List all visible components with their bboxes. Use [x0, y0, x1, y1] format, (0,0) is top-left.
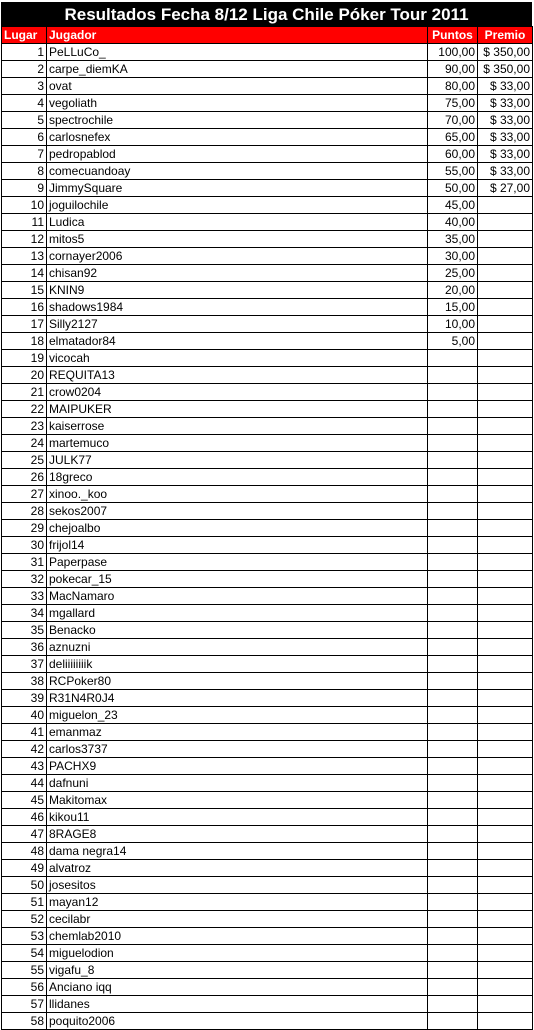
- cell-lugar: 22: [2, 401, 47, 418]
- cell-jugador: vicocah: [47, 350, 428, 367]
- cell-puntos: [428, 860, 478, 877]
- table-row: [2, 945, 533, 962]
- cell-puntos: 25,00: [428, 265, 478, 282]
- cell-lugar: 50: [2, 877, 47, 894]
- cell-jugador: JULK77: [47, 452, 428, 469]
- cell-puntos: [428, 741, 478, 758]
- cell-puntos: [428, 401, 478, 418]
- results-body: [2, 44, 533, 1030]
- cell-premio: [478, 418, 533, 435]
- table-row: [2, 639, 533, 656]
- cell-premio: [478, 401, 533, 418]
- cell-jugador: pedropablod: [47, 146, 428, 163]
- cell-lugar: 55: [2, 962, 47, 979]
- cell-premio: [478, 877, 533, 894]
- cell-premio: [478, 894, 533, 911]
- cell-lugar: 17: [2, 316, 47, 333]
- table-row: [2, 197, 533, 214]
- table-row: [2, 673, 533, 690]
- cell-puntos: 5,00: [428, 333, 478, 350]
- table-row: [2, 435, 533, 452]
- cell-jugador: 8RAGE8: [47, 826, 428, 843]
- table-row: [2, 95, 533, 112]
- cell-jugador: aznuzni: [47, 639, 428, 656]
- cell-jugador: carpe_diemKA: [47, 61, 428, 78]
- cell-jugador: carlosnefex: [47, 129, 428, 146]
- table-row: [2, 248, 533, 265]
- cell-lugar: 18: [2, 333, 47, 350]
- table-row: [2, 299, 533, 316]
- cell-lugar: 15: [2, 282, 47, 299]
- cell-premio: [478, 214, 533, 231]
- cell-puntos: 90,00: [428, 61, 478, 78]
- cell-jugador: Ludica: [47, 214, 428, 231]
- cell-lugar: 1: [2, 44, 47, 61]
- cell-jugador: llidanes: [47, 996, 428, 1013]
- table-row: [2, 554, 533, 571]
- cell-jugador: kikou11: [47, 809, 428, 826]
- cell-puntos: [428, 418, 478, 435]
- table-row: [2, 656, 533, 673]
- cell-puntos: [428, 554, 478, 571]
- cell-puntos: [428, 350, 478, 367]
- cell-lugar: 45: [2, 792, 47, 809]
- cell-jugador: cornayer2006: [47, 248, 428, 265]
- cell-jugador: mayan12: [47, 894, 428, 911]
- cell-lugar: 40: [2, 707, 47, 724]
- table-row: [2, 401, 533, 418]
- table-row: [2, 979, 533, 996]
- cell-lugar: 41: [2, 724, 47, 741]
- cell-premio: $ 350,00: [478, 61, 533, 78]
- cell-jugador: carlos3737: [47, 741, 428, 758]
- cell-jugador: KNIN9: [47, 282, 428, 299]
- cell-premio: [478, 384, 533, 401]
- cell-lugar: 26: [2, 469, 47, 486]
- cell-jugador: crow0204: [47, 384, 428, 401]
- cell-premio: [478, 452, 533, 469]
- cell-jugador: Makitomax: [47, 792, 428, 809]
- cell-jugador: chejoalbo: [47, 520, 428, 537]
- cell-lugar: 19: [2, 350, 47, 367]
- cell-jugador: spectrochile: [47, 112, 428, 129]
- cell-premio: [478, 333, 533, 350]
- cell-lugar: 34: [2, 605, 47, 622]
- cell-puntos: [428, 656, 478, 673]
- cell-premio: $ 33,00: [478, 163, 533, 180]
- cell-jugador: mgallard: [47, 605, 428, 622]
- sheet-title: Resultados Fecha 8/12 Liga Chile Póker Tour 2011: [1, 2, 532, 26]
- table-row: [2, 911, 533, 928]
- cell-puntos: [428, 588, 478, 605]
- cell-lugar: 13: [2, 248, 47, 265]
- cell-lugar: 53: [2, 928, 47, 945]
- cell-jugador: shadows1984: [47, 299, 428, 316]
- cell-lugar: 16: [2, 299, 47, 316]
- cell-puntos: [428, 843, 478, 860]
- cell-premio: [478, 588, 533, 605]
- cell-premio: [478, 673, 533, 690]
- cell-premio: $ 350,00: [478, 44, 533, 61]
- cell-premio: [478, 690, 533, 707]
- cell-puntos: [428, 384, 478, 401]
- cell-premio: [478, 486, 533, 503]
- table-row: [2, 231, 533, 248]
- cell-puntos: [428, 673, 478, 690]
- cell-puntos: 80,00: [428, 78, 478, 95]
- cell-jugador: 18greco: [47, 469, 428, 486]
- cell-jugador: miguelon_23: [47, 707, 428, 724]
- cell-puntos: [428, 571, 478, 588]
- cell-puntos: [428, 537, 478, 554]
- cell-puntos: 55,00: [428, 163, 478, 180]
- cell-puntos: 15,00: [428, 299, 478, 316]
- cell-puntos: [428, 928, 478, 945]
- cell-puntos: [428, 775, 478, 792]
- cell-lugar: 12: [2, 231, 47, 248]
- cell-premio: [478, 758, 533, 775]
- table-row: [2, 112, 533, 129]
- cell-premio: [478, 911, 533, 928]
- table-row: [2, 282, 533, 299]
- cell-premio: $ 27,00: [478, 180, 533, 197]
- cell-premio: [478, 197, 533, 214]
- table-row: [2, 758, 533, 775]
- cell-jugador: JimmySquare: [47, 180, 428, 197]
- cell-premio: [478, 928, 533, 945]
- table-row: [2, 707, 533, 724]
- cell-premio: [478, 605, 533, 622]
- cell-lugar: 2: [2, 61, 47, 78]
- cell-premio: [478, 435, 533, 452]
- cell-premio: [478, 299, 533, 316]
- table-row: [2, 78, 533, 95]
- cell-lugar: 23: [2, 418, 47, 435]
- cell-premio: [478, 554, 533, 571]
- cell-jugador: MAIPUKER: [47, 401, 428, 418]
- table-row: [2, 214, 533, 231]
- cell-jugador: cecilabr: [47, 911, 428, 928]
- cell-lugar: 27: [2, 486, 47, 503]
- cell-puntos: [428, 622, 478, 639]
- header-premio: Premio: [478, 27, 533, 44]
- cell-puntos: [428, 979, 478, 996]
- cell-puntos: 65,00: [428, 129, 478, 146]
- results-sheet: [1, 2, 532, 1030]
- cell-jugador: poquito2006: [47, 1013, 428, 1030]
- cell-lugar: 9: [2, 180, 47, 197]
- cell-lugar: 36: [2, 639, 47, 656]
- cell-premio: [478, 350, 533, 367]
- cell-lugar: 49: [2, 860, 47, 877]
- table-row: [2, 571, 533, 588]
- cell-jugador: REQUITA13: [47, 367, 428, 384]
- cell-puntos: [428, 690, 478, 707]
- table-row: [2, 129, 533, 146]
- cell-puntos: [428, 792, 478, 809]
- cell-puntos: 20,00: [428, 282, 478, 299]
- table-row: [2, 860, 533, 877]
- cell-premio: [478, 843, 533, 860]
- table-row: [2, 843, 533, 860]
- cell-jugador: elmatador84: [47, 333, 428, 350]
- cell-premio: [478, 265, 533, 282]
- cell-puntos: [428, 469, 478, 486]
- cell-lugar: 32: [2, 571, 47, 588]
- cell-premio: [478, 996, 533, 1013]
- cell-lugar: 37: [2, 656, 47, 673]
- cell-jugador: kaiserrose: [47, 418, 428, 435]
- cell-puntos: [428, 877, 478, 894]
- cell-premio: [478, 1013, 533, 1030]
- cell-premio: [478, 367, 533, 384]
- cell-jugador: Anciano iqq: [47, 979, 428, 996]
- cell-lugar: 46: [2, 809, 47, 826]
- cell-puntos: [428, 996, 478, 1013]
- cell-lugar: 29: [2, 520, 47, 537]
- cell-jugador: Paperpase: [47, 554, 428, 571]
- cell-jugador: alvatroz: [47, 860, 428, 877]
- cell-puntos: [428, 639, 478, 656]
- cell-premio: [478, 248, 533, 265]
- table-row: [2, 486, 533, 503]
- cell-lugar: 54: [2, 945, 47, 962]
- table-row: [2, 775, 533, 792]
- cell-premio: [478, 469, 533, 486]
- cell-lugar: 52: [2, 911, 47, 928]
- cell-lugar: 21: [2, 384, 47, 401]
- cell-premio: [478, 537, 533, 554]
- table-row: [2, 690, 533, 707]
- cell-premio: [478, 231, 533, 248]
- cell-lugar: 44: [2, 775, 47, 792]
- cell-jugador: sekos2007: [47, 503, 428, 520]
- cell-premio: [478, 979, 533, 996]
- table-row: [2, 588, 533, 605]
- cell-jugador: emanmaz: [47, 724, 428, 741]
- table-row: [2, 163, 533, 180]
- cell-jugador: R31N4R0J4: [47, 690, 428, 707]
- cell-premio: $ 33,00: [478, 78, 533, 95]
- cell-premio: [478, 316, 533, 333]
- cell-puntos: 45,00: [428, 197, 478, 214]
- table-row: [2, 928, 533, 945]
- cell-puntos: 40,00: [428, 214, 478, 231]
- cell-lugar: 56: [2, 979, 47, 996]
- table-row: [2, 503, 533, 520]
- cell-jugador: Benacko: [47, 622, 428, 639]
- cell-lugar: 57: [2, 996, 47, 1013]
- cell-puntos: [428, 707, 478, 724]
- table-row: [2, 996, 533, 1013]
- cell-puntos: [428, 724, 478, 741]
- cell-puntos: [428, 962, 478, 979]
- cell-premio: [478, 656, 533, 673]
- cell-puntos: [428, 520, 478, 537]
- cell-premio: [478, 724, 533, 741]
- table-row: [2, 469, 533, 486]
- cell-jugador: vigafu_8: [47, 962, 428, 979]
- table-row: [2, 962, 533, 979]
- table-row: [2, 894, 533, 911]
- cell-premio: $ 33,00: [478, 129, 533, 146]
- table-row: [2, 826, 533, 843]
- header-row: [2, 27, 533, 44]
- table-row: [2, 333, 533, 350]
- cell-puntos: [428, 809, 478, 826]
- cell-jugador: vegoliath: [47, 95, 428, 112]
- cell-lugar: 20: [2, 367, 47, 384]
- table-row: [2, 452, 533, 469]
- table-row: [2, 316, 533, 333]
- cell-jugador: martemuco: [47, 435, 428, 452]
- cell-puntos: 35,00: [428, 231, 478, 248]
- cell-jugador: ovat: [47, 78, 428, 95]
- cell-lugar: 4: [2, 95, 47, 112]
- cell-puntos: [428, 367, 478, 384]
- cell-jugador: xinoo._koo: [47, 486, 428, 503]
- cell-lugar: 38: [2, 673, 47, 690]
- cell-puntos: 60,00: [428, 146, 478, 163]
- cell-puntos: [428, 503, 478, 520]
- table-row: [2, 384, 533, 401]
- cell-puntos: [428, 826, 478, 843]
- table-row: [2, 350, 533, 367]
- cell-lugar: 47: [2, 826, 47, 843]
- cell-premio: [478, 809, 533, 826]
- cell-puntos: [428, 435, 478, 452]
- table-row: [2, 44, 533, 61]
- cell-lugar: 42: [2, 741, 47, 758]
- cell-premio: $ 33,00: [478, 112, 533, 129]
- cell-premio: $ 33,00: [478, 146, 533, 163]
- table-row: [2, 809, 533, 826]
- table-row: [2, 520, 533, 537]
- cell-lugar: 11: [2, 214, 47, 231]
- cell-lugar: 39: [2, 690, 47, 707]
- cell-puntos: 50,00: [428, 180, 478, 197]
- cell-lugar: 31: [2, 554, 47, 571]
- header-puntos: Puntos: [428, 27, 478, 44]
- cell-jugador: chisan92: [47, 265, 428, 282]
- cell-premio: [478, 792, 533, 809]
- table-row: [2, 724, 533, 741]
- cell-premio: [478, 741, 533, 758]
- cell-jugador: comecuandoay: [47, 163, 428, 180]
- cell-puntos: [428, 486, 478, 503]
- cell-premio: [478, 282, 533, 299]
- table-row: [2, 1013, 533, 1030]
- cell-lugar: 6: [2, 129, 47, 146]
- cell-lugar: 14: [2, 265, 47, 282]
- cell-puntos: [428, 452, 478, 469]
- table-row: [2, 605, 533, 622]
- table-row: [2, 537, 533, 554]
- cell-puntos: [428, 1013, 478, 1030]
- cell-puntos: 10,00: [428, 316, 478, 333]
- cell-premio: $ 33,00: [478, 95, 533, 112]
- cell-puntos: [428, 894, 478, 911]
- cell-premio: [478, 945, 533, 962]
- cell-jugador: josesitos: [47, 877, 428, 894]
- cell-lugar: 35: [2, 622, 47, 639]
- cell-lugar: 33: [2, 588, 47, 605]
- cell-premio: [478, 622, 533, 639]
- results-table: [1, 26, 533, 1030]
- cell-lugar: 3: [2, 78, 47, 95]
- cell-lugar: 25: [2, 452, 47, 469]
- cell-jugador: pokecar_15: [47, 571, 428, 588]
- cell-lugar: 30: [2, 537, 47, 554]
- cell-jugador: RCPoker80: [47, 673, 428, 690]
- cell-jugador: PACHX9: [47, 758, 428, 775]
- table-row: [2, 61, 533, 78]
- cell-puntos: 70,00: [428, 112, 478, 129]
- cell-lugar: 8: [2, 163, 47, 180]
- cell-lugar: 28: [2, 503, 47, 520]
- cell-premio: [478, 707, 533, 724]
- table-row: [2, 146, 533, 163]
- cell-jugador: mitos5: [47, 231, 428, 248]
- cell-puntos: 30,00: [428, 248, 478, 265]
- cell-premio: [478, 571, 533, 588]
- cell-lugar: 7: [2, 146, 47, 163]
- cell-puntos: [428, 758, 478, 775]
- cell-jugador: dama negra14: [47, 843, 428, 860]
- cell-premio: [478, 775, 533, 792]
- cell-puntos: [428, 911, 478, 928]
- table-row: [2, 622, 533, 639]
- cell-jugador: Silly2127: [47, 316, 428, 333]
- table-row: [2, 792, 533, 809]
- table-row: [2, 180, 533, 197]
- cell-lugar: 43: [2, 758, 47, 775]
- cell-premio: [478, 962, 533, 979]
- table-row: [2, 367, 533, 384]
- cell-premio: [478, 520, 533, 537]
- cell-puntos: 75,00: [428, 95, 478, 112]
- cell-jugador: chemlab2010: [47, 928, 428, 945]
- header-lugar: Lugar: [2, 27, 47, 44]
- header-jugador: Jugador: [47, 27, 428, 44]
- cell-puntos: 100,00: [428, 44, 478, 61]
- cell-premio: [478, 639, 533, 656]
- cell-puntos: [428, 945, 478, 962]
- cell-jugador: MacNamaro: [47, 588, 428, 605]
- cell-lugar: 58: [2, 1013, 47, 1030]
- cell-jugador: deliiiiiiiik: [47, 656, 428, 673]
- table-row: [2, 877, 533, 894]
- cell-lugar: 48: [2, 843, 47, 860]
- cell-premio: [478, 826, 533, 843]
- cell-premio: [478, 503, 533, 520]
- table-row: [2, 741, 533, 758]
- cell-jugador: frijol14: [47, 537, 428, 554]
- cell-lugar: 10: [2, 197, 47, 214]
- table-row: [2, 418, 533, 435]
- cell-lugar: 24: [2, 435, 47, 452]
- cell-jugador: PeLLuCo_: [47, 44, 428, 61]
- cell-premio: [478, 860, 533, 877]
- cell-jugador: miguelodion: [47, 945, 428, 962]
- cell-lugar: 51: [2, 894, 47, 911]
- cell-puntos: [428, 605, 478, 622]
- cell-lugar: 5: [2, 112, 47, 129]
- table-row: [2, 265, 533, 282]
- cell-jugador: joguilochile: [47, 197, 428, 214]
- cell-jugador: dafnuni: [47, 775, 428, 792]
